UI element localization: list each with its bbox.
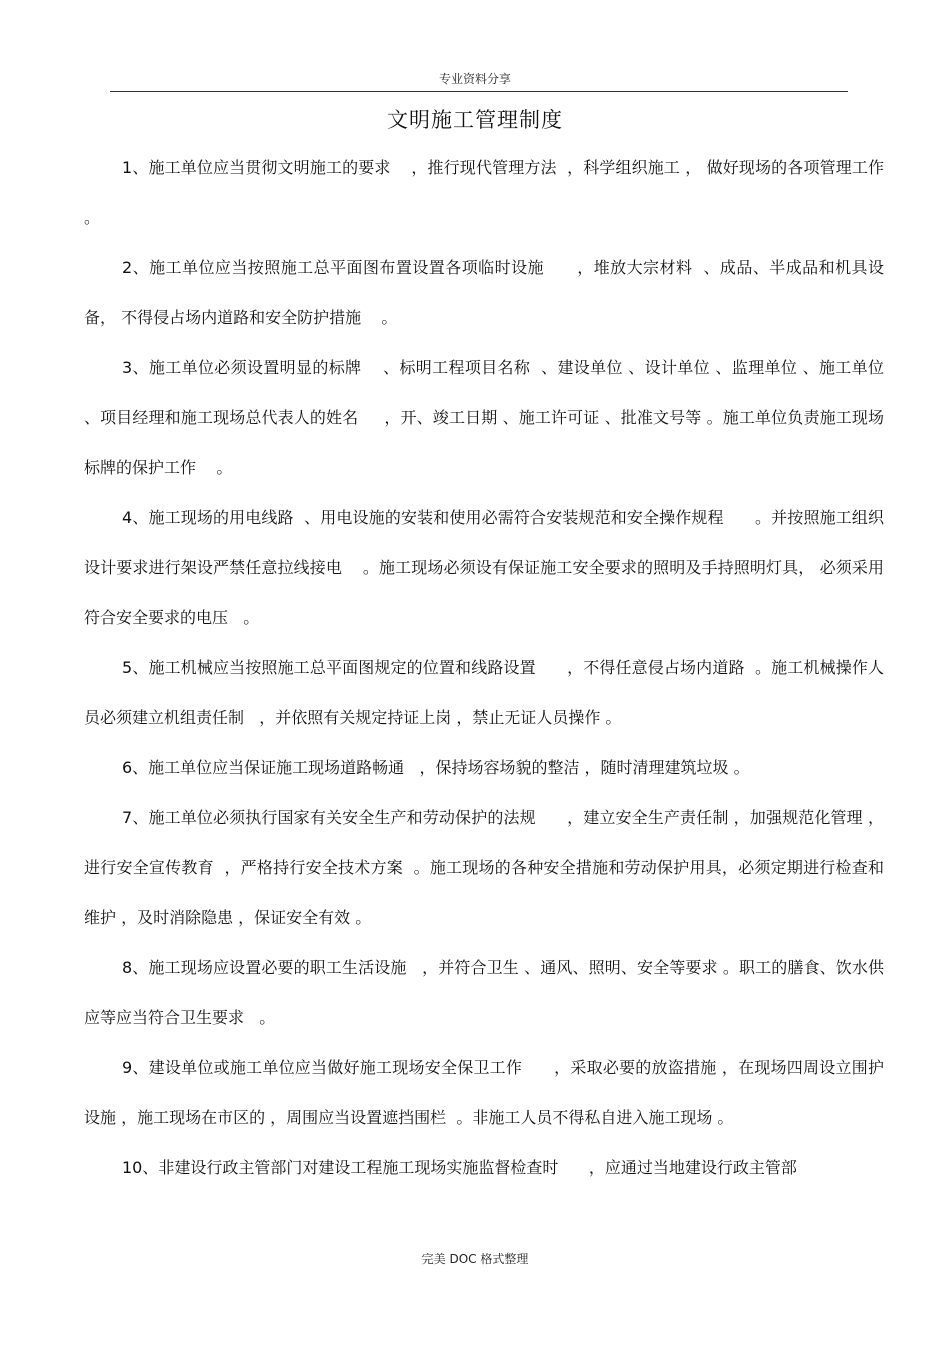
document-body [84,143,890,1193]
paragraph-8: 8、施工现场应设置必要的职工生活设施 ，并符合卫生 、通风、照明、安全等要求 。职工的膳食、饮水供应等应当符合卫生要求 。 [84,958,884,1027]
running-header: 专业资料分享 [438,72,511,86]
paragraph-10: 10、非建设行政主管部门对建设工程施工现场实施监督检查时 ，应通过当地建设行政主管部 [122,1158,797,1177]
header-rule [110,91,848,92]
paragraph-5: 5、施工机械应当按照施工总平面图规定的位置和线路设置 ，不得任意侵占场内道路 。施工机械操作人员必须建立机组责任制 ，并依照有关规定持证上岗 ，禁止无证人员操作 。 [84,658,884,727]
paragraph-9: 9、建设单位或施工单位应当做好施工现场安全保卫工作 ，采取必要的放盗措施 ，在现场四周设立围护设施 ，施工现场在市区的 ，周围应当设置遮挡围栏 。非施工人员不得私自进入施工现场 。 [84,1058,884,1127]
paragraph-6: 6、施工单位应当保证施工现场道路畅通 ，保持场容场貌的整洁 ，随时清理建筑垃圾 。 [122,758,750,777]
paragraph-4: 4、施工现场的用电线路 、用电设施的安装和使用必需符合安装规范和安全操作规程 。并按照施工组织设计要求进行架设严禁任意拉线接电 。施工现场必须设有保证施工安全要求的照明及手持照明灯具， 必须采用符合安全要求的电压 。 [84,508,884,627]
paragraph-2: 2、施工单位应当按照施工总平面图布置设置各项临时设施 ，堆放大宗材料 、成品、半成品和机具设备， 不得侵占场内道路和安全防护措施 。 [84,258,884,327]
document-title: 文明施工管理制度 [387,108,563,132]
paragraph-7: 7、施工单位必须执行国家有关安全生产和劳动保护的法规 ，建立安全生产责任制 ，加强规范化管理 ，进行安全宣传教育 ，严格持行安全技术方案 。施工现场的各种安全措施和劳动保护用具，必须定期进行检查和维护 ，及时消除隐患 ，保证安全有效 。 [84,808,884,927]
paragraph-3: 3、施工单位必须设置明显的标牌 、标明工程项目名称 、建设单位 、设计单位 、监理单位 、施工单位 、项目经理和施工现场总代表人的姓名 ，开、竣工日期 、施工许可证 、批准文号等 。施工单位负责施工现场标牌的保护工作 。 [84,358,890,477]
running-footer: 完美 DOC 格式整理 [421,1252,529,1266]
paragraph-1: 1、施工单位应当贯彻文明施工的要求 ，推行现代管理方法 ，科学组织施工 ， 做好现场的各项管理工作 。 [84,158,890,227]
